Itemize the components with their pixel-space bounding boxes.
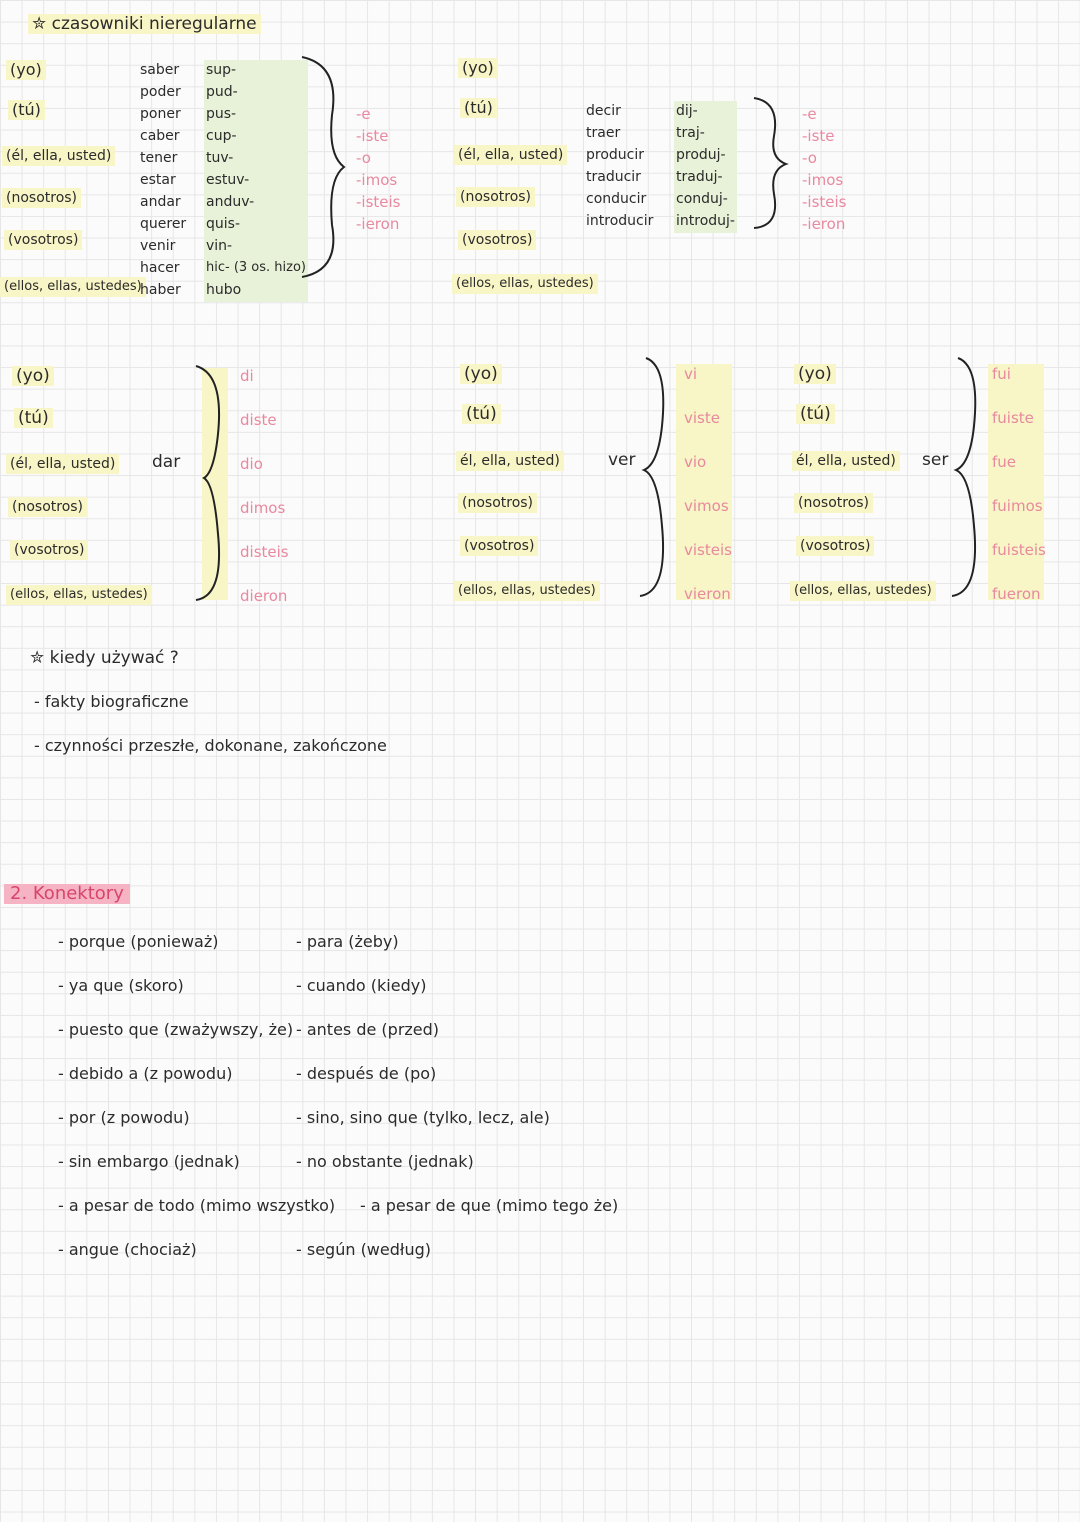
dar-forms (240, 366, 289, 630)
stem: hubo (204, 280, 308, 302)
stem: traduj- (674, 167, 737, 189)
stem: pus- (204, 104, 308, 126)
conjugation: fui (992, 365, 1011, 383)
verb: traducir (586, 169, 641, 185)
section-title-connectors: 2. Konektory (4, 884, 130, 904)
connector-item: - debido a (z powodu) (58, 1064, 233, 1083)
conjugation: dieron (240, 587, 288, 605)
ending: -iste (802, 127, 835, 145)
stem: conduj- (674, 189, 737, 211)
verb: decir (586, 103, 621, 119)
ending: -e (802, 105, 817, 123)
connector-item: - cuando (kiedy) (296, 976, 427, 995)
stem: introduj- (674, 211, 737, 233)
connector-item: - puesto que (zważywszy, że) (58, 1020, 294, 1039)
pronoun-ellos: (ellos, ellas, ustedes) (790, 581, 936, 601)
irregular-verbs-list-1 (140, 60, 186, 302)
verb: querer (140, 216, 187, 232)
connector-item: - a pesar de todo (mimo wszystko) (58, 1196, 336, 1215)
irregular-stems-list-1 (204, 60, 308, 302)
pronoun-ellos: (ellos, ellas, ustedes) (454, 581, 600, 601)
pronoun-tu: (tú) (8, 100, 45, 120)
stem: hic- (3 os. hizo) (204, 258, 308, 280)
pronoun-ellos: (ellos, ellas, ustedes) (6, 585, 152, 605)
conjugation: vimos (684, 497, 729, 515)
verb: andar (140, 194, 181, 210)
connector-item: - antes de (przed) (296, 1020, 440, 1039)
pronoun-nosotros: (nosotros) (2, 188, 81, 208)
stem: cup- (204, 126, 308, 148)
connector-item: - ya que (skoro) (58, 976, 184, 995)
verb-ver: ver (608, 450, 636, 470)
stem: pud- (204, 82, 308, 104)
connector-item: - angue (chociaż) (58, 1240, 197, 1259)
conjugation: dimos (240, 499, 286, 517)
stem: produj- (674, 145, 737, 167)
connector-item: - por (z powodu) (58, 1108, 190, 1127)
pronoun-tu: (tú) (796, 404, 835, 424)
verb: poner (140, 106, 181, 122)
conjugation: fuimos (992, 497, 1043, 515)
verb: tener (140, 150, 178, 166)
verb: producir (586, 147, 645, 163)
pronoun-vosotros: (vosotros) (4, 230, 82, 250)
pronoun-nosotros: (nosotros) (458, 493, 537, 513)
connectors-right-list (296, 932, 618, 1284)
when-to-use-title: ✮ kiedy używać ? (30, 648, 179, 668)
stem: vin- (204, 236, 308, 258)
brace-icon (300, 55, 350, 280)
pronoun-el: él, ella, usted) (456, 451, 564, 471)
pronoun-nosotros: (nosotros) (8, 497, 87, 517)
pronoun-el: (él, ella, usted) (2, 146, 115, 166)
conjugation: fue (992, 453, 1017, 471)
brace-icon (194, 364, 230, 604)
conjugation: di (240, 367, 254, 385)
pronoun-yo: (yo) (12, 366, 54, 386)
connectors-left-list (58, 932, 335, 1284)
stem: dij- (674, 101, 737, 123)
verb: caber (140, 128, 180, 144)
pronoun-el: él, ella, usted) (792, 451, 900, 471)
stem: traj- (674, 123, 737, 145)
connector-item: - a pesar de que (mimo tego że) (360, 1196, 619, 1215)
stem: anduv- (204, 192, 308, 214)
conjugation: fuisteis (992, 541, 1046, 559)
pronoun-yo: (yo) (458, 58, 498, 78)
verb-ser: ser (922, 450, 949, 470)
verb: introducir (586, 213, 654, 229)
pronoun-nosotros: (nosotros) (456, 187, 535, 207)
pronoun-yo: (yo) (794, 364, 836, 384)
verb: traer (586, 125, 621, 141)
pronoun-ellos: (ellos, ellas, ustedes) (0, 277, 146, 297)
verb: estar (140, 172, 176, 188)
irregular-stems-list-2 (674, 101, 737, 233)
pronoun-vosotros: (vosotros) (458, 230, 536, 250)
section-title-irregular-verbs: ✮ czasowniki nieregularne (28, 14, 261, 34)
pronoun-vosotros: (vosotros) (796, 536, 874, 556)
conjugation: vio (684, 453, 707, 471)
verb: haber (140, 282, 181, 298)
pronoun-tu: (tú) (462, 404, 501, 424)
connector-item: - sin embargo (jednak) (58, 1152, 240, 1171)
conjugation: vi (684, 365, 698, 383)
ver-forms (684, 364, 732, 628)
pronoun-yo: (yo) (6, 60, 46, 80)
pronoun-ellos: (ellos, ellas, ustedes) (452, 274, 598, 294)
conjugation: vieron (684, 585, 731, 603)
ending: -imos (356, 171, 398, 189)
verb: venir (140, 238, 176, 254)
conjugation: dio (240, 455, 263, 473)
conjugation: disteis (240, 543, 289, 561)
connector-item: - porque (ponieważ) (58, 932, 219, 951)
pronoun-yo: (yo) (460, 364, 502, 384)
verb: saber (140, 62, 180, 78)
pronoun-el: (él, ella, usted) (454, 145, 567, 165)
when-item: - fakty biograficzne (34, 692, 189, 711)
conjugation: fuiste (992, 409, 1034, 427)
stem: sup- (204, 60, 308, 82)
ending: -e (356, 105, 371, 123)
verb-dar: dar (152, 452, 181, 472)
stem: quis- (204, 214, 308, 236)
conjugation: viste (684, 409, 720, 427)
brace-icon (638, 356, 678, 600)
ending: -o (802, 149, 817, 167)
stem: tuv- (204, 148, 308, 170)
connector-item: - no obstante (jednak) (296, 1152, 474, 1171)
ending: -isteis (802, 193, 847, 211)
verb: conducir (586, 191, 647, 207)
pronoun-vosotros: (vosotros) (460, 536, 538, 556)
pronoun-nosotros: (nosotros) (794, 493, 873, 513)
pronoun-el: (él, ella, usted) (6, 454, 119, 474)
verb: hacer (140, 260, 180, 276)
ser-forms (992, 364, 1046, 628)
endings-list-1 (356, 104, 401, 236)
pronoun-tu: (tú) (460, 98, 497, 118)
connector-item: - para (żeby) (296, 932, 399, 951)
ending: -isteis (356, 193, 401, 211)
connector-item: - sino, sino que (tylko, lecz, ale) (296, 1108, 550, 1127)
irregular-verbs-list-2 (586, 101, 653, 233)
ending: -imos (802, 171, 844, 189)
brace-icon (950, 356, 990, 600)
ending: -ieron (802, 215, 846, 233)
brace-icon (752, 96, 792, 231)
verb: poder (140, 84, 181, 100)
connector-item: - después de (po) (296, 1064, 437, 1083)
endings-list-2 (802, 104, 847, 236)
pronoun-tu: (tú) (14, 408, 53, 428)
ending: -o (356, 149, 371, 167)
conjugation: visteis (684, 541, 732, 559)
conjugation: fueron (992, 585, 1041, 603)
ending: -ieron (356, 215, 400, 233)
when-item: - czynności przeszłe, dokonane, zakończone (34, 736, 387, 755)
conjugation: diste (240, 411, 277, 429)
connector-item: - según (według) (296, 1240, 431, 1259)
stem: estuv- (204, 170, 308, 192)
pronoun-vosotros: (vosotros) (10, 540, 88, 560)
ending: -iste (356, 127, 389, 145)
